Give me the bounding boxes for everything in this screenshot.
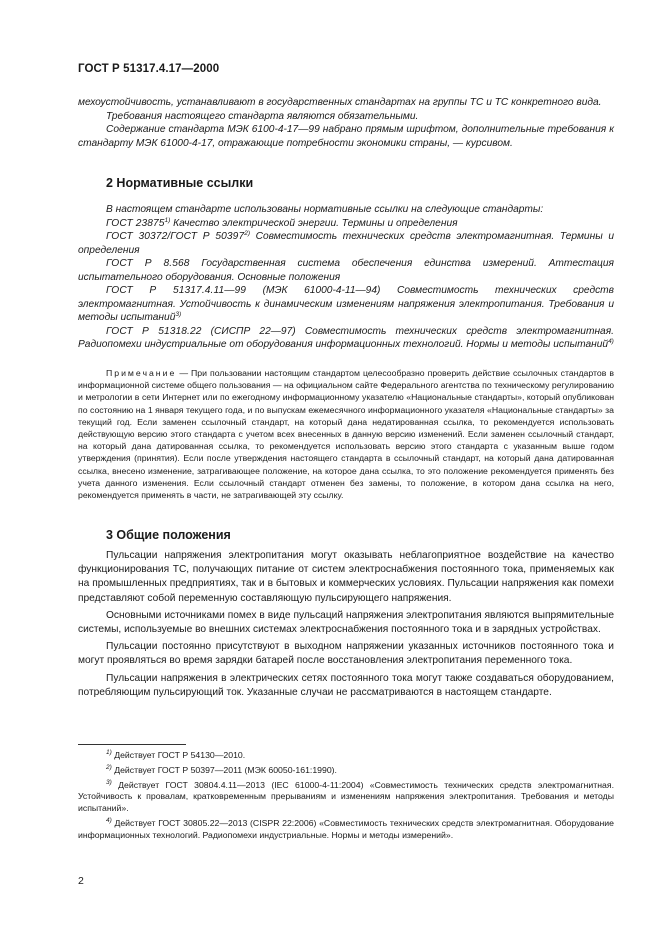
note-label: Примечание (106, 368, 177, 378)
footnote-text: Действует ГОСТ Р 50397—2011 (МЭК 60050-161:1990). (111, 764, 337, 775)
reference-title: (СИСПР 22—97) Совместимость технических средств электромагнитная. Радиопомехи индустриальные от оборудования информационных технологий. Нормы и методы испытаний (78, 325, 614, 350)
reference-title: Совместимость технических средств электромагнитная. Термины и определения (78, 231, 614, 256)
reference-code: ГОСТ 30372/ГОСТ Р 50397 (106, 231, 245, 242)
footnote-text: Действует ГОСТ Р 54130—2010. (111, 750, 246, 760)
footnote (78, 780, 614, 815)
section-3-paragraph: Пульсации напряжения в электрических сетях постоянного тока могут также создаваться оборудованием, потребляющим пульсирующий ток. Указанные случаи не рассматриваются в настоящем стандарте. (78, 672, 614, 698)
reference-code: ГОСТ Р 51317.4.11—99 (106, 285, 247, 296)
page-number: 2 (78, 875, 84, 887)
reference-item (78, 284, 614, 325)
reference-title: Государственная система обеспечения единства измерений. Аттестация испытательного оборудования. Основные положения (78, 258, 614, 283)
footnote-marker: 3) (175, 311, 182, 318)
section-2-body (78, 203, 614, 352)
reference-item (78, 325, 614, 352)
reference-item (78, 217, 614, 231)
footnotes-block (78, 750, 614, 845)
note-paragraph (78, 367, 614, 501)
footnote (78, 818, 614, 842)
reference-title: (МЭК 61000-4-11—94) Совместимость технических средств электромагнитная. Устойчивость к динамическим изменениям напряжения электропитания. Требования и методы испытаний (78, 285, 614, 323)
reference-code: ГОСТ 23875 (106, 217, 165, 229)
reference-item (78, 257, 614, 284)
reference-item (78, 230, 614, 257)
footnote (78, 750, 614, 762)
section-2-heading (78, 176, 614, 190)
footnote (78, 765, 614, 777)
section-2-title: 2 Нормативные ссылки (106, 176, 254, 190)
intro-block (78, 96, 614, 150)
footnote-divider (78, 744, 186, 745)
footnote-mark: 4) (106, 816, 112, 824)
section-3-paragraph: Основными источниками помех в виде пульсаций напряжения электропитания являются выпрямительные системы, используемые во внешних системах электроснабжения постоянного тока и в зарядных устройствах. (78, 609, 614, 636)
section-3-heading (78, 528, 614, 542)
page-header: ГОСТ Р 51317.4.17—2000 (78, 63, 220, 75)
footnote-mark: 3) (106, 778, 112, 786)
intro-mandatory: Требования настоящего стандарта являются обязательными. (106, 110, 419, 122)
references-note (78, 367, 614, 501)
section-3-body (78, 549, 614, 703)
footnote-marker: 4) (608, 338, 614, 345)
footnote-text: Действует ГОСТ 30804.4.11—2013 (IEC 61000-4-11:2004) «Совместимость технических средств электромагнитная. Устойчивость к провалам, кратковременным прерываниям и изменениям напряжения электропитания. Требования и методы испытаний». (78, 779, 614, 814)
intro-continuation: мехоустойчивость, устанавливают в государственных стандартах на группы ТС и ТС конкретного вида. (78, 97, 602, 108)
reference-code: ГОСТ Р 51318.22 (106, 325, 202, 337)
reference-code: ГОСТ Р 8.568 (106, 258, 190, 269)
document-page (78, 0, 614, 935)
footnote-mark: 2) (106, 763, 112, 771)
section-3-paragraph: Пульсации постоянно присутствуют в выходном напряжении указанных источников постоянного тока и могут проявляться во время зарядки батарей после восстановления электропитания переменного тока. (78, 641, 614, 667)
footnote-text: Действует ГОСТ 30805.22—2013 (CISPR 22:2006) «Совместимость технических средств электромагнитная. Оборудование информационных технологий. Радиопомехи индустриальные. Нормы и методы измерений». (78, 817, 614, 840)
section-3-paragraph: Пульсации напряжения электропитания могут оказывать неблагоприятное воздействие на качество функционирования ТС, получающих питание от систем электроснабжения постоянного тока, применяемых как на промышленных предприятиях, так и в бытовых и коммерческих условиях. Пульсации напряжения как помехи представляют собой переменную составляющую пульсирующего напряжения. (78, 550, 614, 604)
note-text: — При пользовании настоящим стандартом целесообразно проверить действие ссылочных стандартов в информационной системе общего пользования — на официальном сайте Федерального агентства по техническому регулированию и метрологии в сети Интернет или по ежегодному информационному указателю «Национальные стандарты», который опубликован по состоянию на 1 января текущего года, и по выпускам ежемесячного информационного указателя «Национальные стандарты» за текущий год. Если заменен ссылочный стандарт, на который дана недатированная ссылка, то рекомендуется использовать действующую версию этого стандарта с учетом всех внесенных в данную версию изменений. Если заменен ссылочный стандарт, на который дана датированная ссылка, то рекомендуется использовать версию этого стандарта с указанным выше годом утверждения (принятия). Если после утверждения настоящего стандарта в ссылочный стандарт, на который дана датированная ссылка, внесено изменение, затрагивающее положение, на которое дана ссылка, то это положение рекомендуется применять без учета данного изменения. Если ссылочный стандарт отменен без замены, то положение, в котором дана ссылка на него, рекомендуется применять в части, не затрагивающей эту ссылку. (78, 368, 614, 501)
reference-title: Качество электрической энергии. Термины и определения (170, 217, 458, 229)
intro-typography: Содержание стандарта МЭК 6100-4-17—99 набрано прямым шрифтом, дополнительные требования к стандарту МЭК 61000-4-17, отражающие потребности экономики страны, — курсивом. (78, 124, 614, 149)
section-3-title: 3 Общие положения (106, 528, 231, 542)
footnote-mark: 1) (106, 749, 112, 756)
references-lead: В настоящем стандарте использованы нормативные ссылки на следующие стандарты: (106, 204, 544, 215)
footnote-marker: 1) (164, 216, 171, 224)
footnote-marker: 2) (244, 230, 250, 237)
